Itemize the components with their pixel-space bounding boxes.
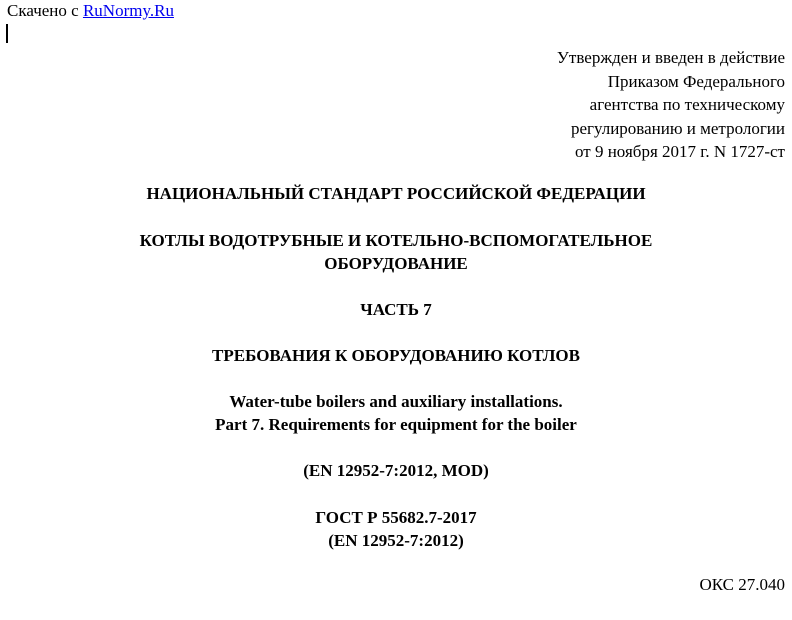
gost-designation-block bbox=[0, 506, 792, 552]
gost-reference: (EN 12952-7:2012) bbox=[328, 531, 464, 550]
download-source-line bbox=[7, 1, 174, 21]
part-title: ТРЕБОВАНИЯ К ОБОРУДОВАНИЮ КОТЛОВ bbox=[212, 346, 580, 365]
gost-number: ГОСТ Р 55682.7-2017 bbox=[315, 508, 477, 527]
english-title-block bbox=[0, 390, 792, 436]
russian-title-line: ОБОРУДОВАНИЕ bbox=[324, 254, 468, 273]
oks-code: ОКС 27.040 bbox=[699, 575, 785, 594]
runormy-link[interactable]: RuNormy.Ru bbox=[82, 1, 174, 20]
approval-block bbox=[557, 46, 785, 164]
approval-line: агентства по техническому bbox=[589, 95, 785, 114]
en-reference-heading bbox=[0, 459, 792, 482]
download-source-prefix: Скачено с bbox=[7, 1, 83, 20]
russian-title-line: КОТЛЫ ВОДОТРУБНЫЕ И КОТЕЛЬНО-ВСПОМОГАТЕЛЬНОЕ bbox=[139, 231, 653, 250]
english-title-line: Part 7. Requirements for equipment for the boiler bbox=[215, 415, 577, 434]
national-title: НАЦИОНАЛЬНЫЙ СТАНДАРТ РОССИЙСКОЙ ФЕДЕРАЦИИ bbox=[146, 184, 646, 203]
part-heading bbox=[0, 298, 792, 321]
approval-line: Приказом Федерального bbox=[607, 71, 785, 91]
text-cursor bbox=[6, 24, 8, 43]
approval-line: Утвержден и введен в действие bbox=[556, 48, 785, 67]
approval-line: от 9 ноября 2017 г. N 1727-ст bbox=[575, 142, 785, 161]
en-reference: (EN 12952-7:2012, MOD) bbox=[303, 461, 489, 480]
part-number: ЧАСТЬ 7 bbox=[360, 300, 432, 319]
national-standard-heading bbox=[0, 182, 792, 205]
russian-title-block bbox=[0, 229, 792, 275]
english-title-line: Water-tube boilers and auxiliary installations. bbox=[229, 392, 563, 411]
part-title-heading bbox=[0, 344, 792, 367]
approval-line: регулированию и метрологии bbox=[570, 118, 785, 138]
